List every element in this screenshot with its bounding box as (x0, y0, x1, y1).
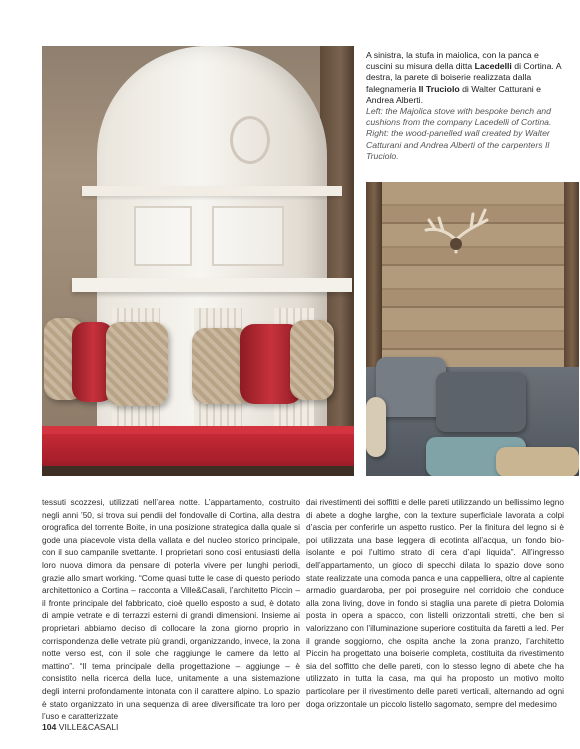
caption-text: di Cortina. A destra, la parete di boiserie realizzata dalla falegnameria (366, 61, 562, 94)
antler-icon (421, 200, 491, 260)
stove-photo (42, 46, 354, 476)
stove-panel (212, 206, 284, 266)
pillow (436, 372, 526, 432)
stove-ledge (72, 278, 352, 292)
stove-ledge (82, 186, 342, 196)
stove-emblem (230, 116, 270, 164)
page-folio (42, 722, 118, 732)
photo-caption (366, 50, 562, 162)
boiserie-wall-photo (366, 182, 579, 476)
body-column-left: tessuti scozzesi, utilizzati nell’area notte. L’appartamento, costruito negli anni ’50, si trova sui pendii del fondovalle di Cortina, alla destra orografica del torrente Boite, in una posizione strategica dalla quale si gode una piacevole vista della vallata e del nucleo storico principale, con il suo campanile svettante. I proprietari sono così entusiasti della loro nuova dimora da pensare di poterla vivere per lunghi periodi, grazie allo smart working. “Come quasi tutte le case di questo periodo architettonico a Cortina – racconta a Ville&Casali, l’architetto Piccin – il fronte principale del fabbricato, cioè quello esposto a sud, è dotato di ampie vetrate e di terrazzi esterni di grandi dimensioni. Insieme ai proprietari abbiamo deciso di collocare la zona giorno proprio in corrispondenza delle vetrate più grandi, organizzando, invece, la zona notte verso est, con il sole che raggiunge le camere da letto al mattino”. “Il tema principale della progettazione – aggiunge – è consistito nella ricerca della luce, unitamente a una sistemazione degli interni profondamente intonata con il carattere alpino. Lo spazio è stato organizzato in una sequenza di aree diversificate tra loro per l’uso e caratterizzate (42, 497, 300, 722)
body-column-right: dai rivestimenti dei soffitti e delle pareti utilizzando un bellissimo legno di abete a doghe larghe, con la texture superficiale lavorata a colpi d’ascia per conferirle un aspetto rustico. Per la finitura del legno si è poi utilizzata una base leggera di ecotinta all’acqua, un fondo bio-isolante e poi l’ultimo strato di cera d’api liquida”. All’ingresso dell’appartamento, un gioco di specchi dilata lo spazio dove sono state realizzate una comoda panca e una cappelliera, oltre al capiente armadio guardaroba, per poi proseguire nel corridoio che conduce alla zona living, dove in fondo si staglia una parete di pietra Dolomia posta in opera a spacco, con listelli orizzontali stretti, che ben si valorizzano con l’illuminazione superiore costituita da faretti a led. Per il grande soggiorno, che ospita anche la zona pranzo, l’architetto Piccin ha progettato una boiserie completa, costituita da rivestimento sia del soffitto che delle pareti, con lo stesso legno di abete che ha utilizzato in tutta la casa, ma qui ha proposto un motivo molto particolare per il rivestimento delle pareti verticali, alternando ad ogni doga orizzontale un piccolo listello sagomato, sempre del medesimo (306, 497, 564, 709)
pillow (496, 447, 579, 476)
magazine-name: VILLE&CASALI (58, 722, 119, 732)
caption-text: di Walter Catturani e Andrea Alberti. (366, 83, 541, 105)
caption-brand: Lacedelli (474, 61, 512, 72)
pillow (366, 397, 386, 457)
page-number: 104 (42, 722, 57, 732)
caption-brand: Il Truciolo (418, 83, 460, 94)
floor (42, 466, 354, 476)
cushion (290, 320, 334, 400)
caption-text: A sinistra, la stufa in maiolica, con la panca e cuscini su misura della ditta (366, 50, 539, 72)
caption-english: Left: the Majolica stove with bespoke bench and cushions from the company Lacedelli of Cortina. Right: the wood-panelled wall created by Walter Catturani and Andrea Alberti of the carpenters Il Truciolo. (366, 106, 552, 161)
stove-panel (134, 206, 192, 266)
cushion (106, 322, 168, 406)
